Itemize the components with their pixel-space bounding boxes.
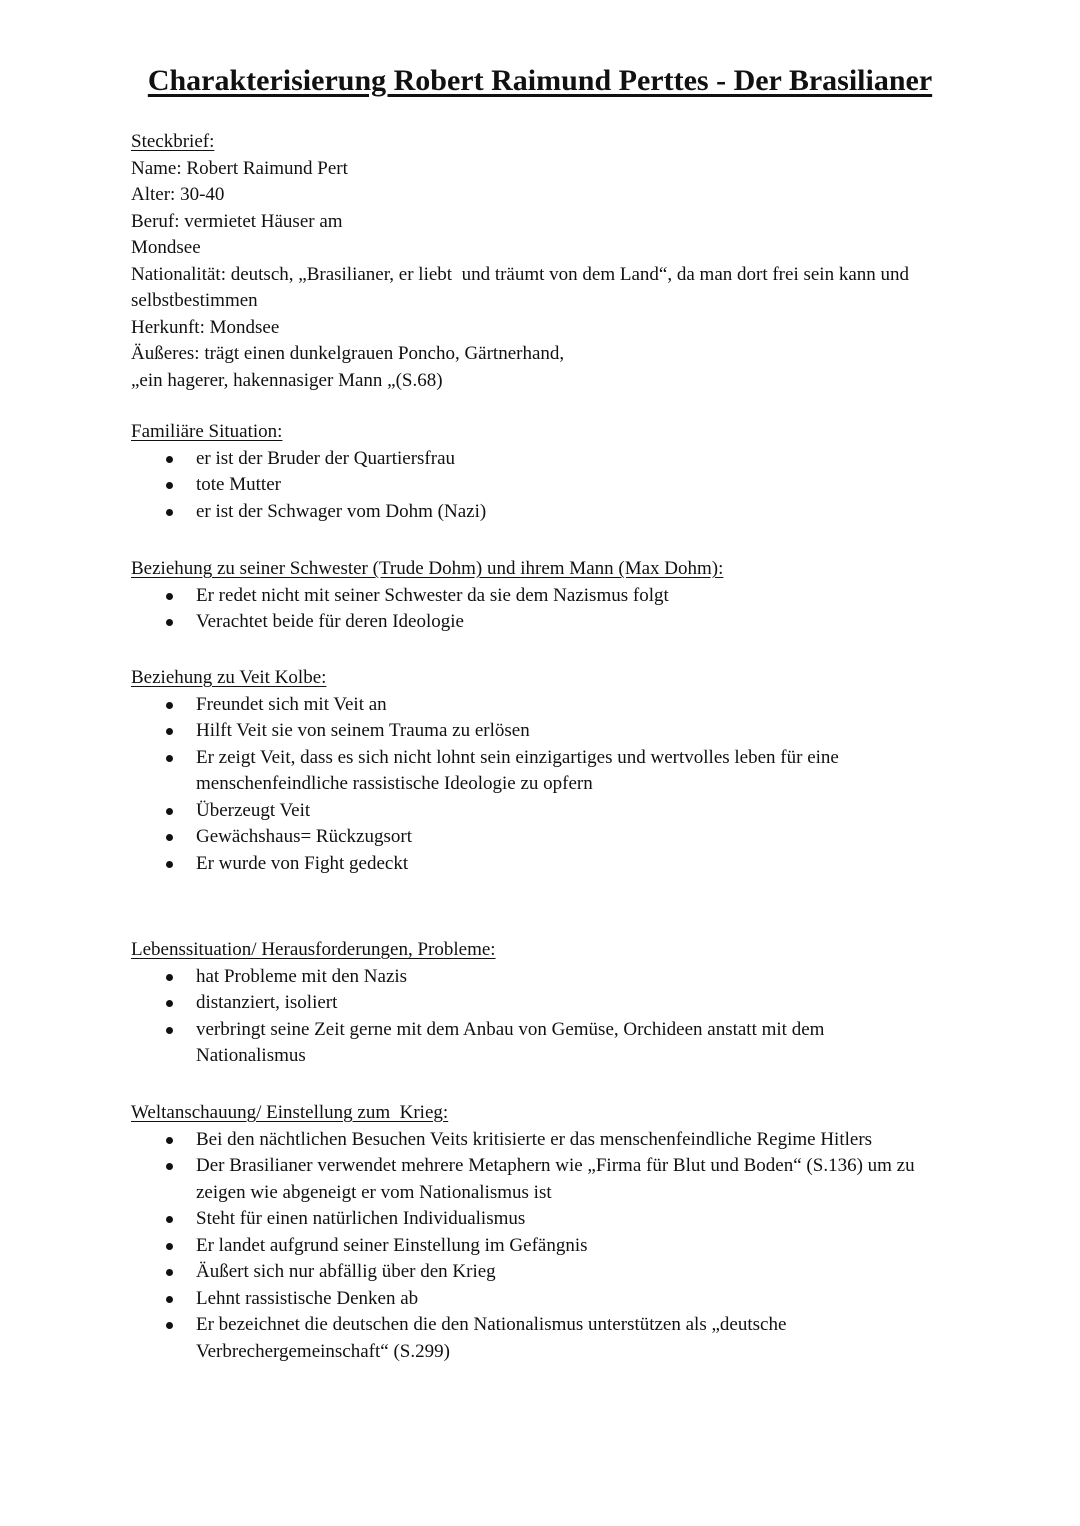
list-item: Er zeigt Veit, dass es sich nicht lohnt sein einzigartiges und wertvolles leben für eine menschenfeindliche rassistische Ideologie zu opfern — [131, 745, 961, 798]
familie-section — [131, 419, 961, 525]
steckbrief-line: Beruf: vermietet Häuser am — [131, 210, 343, 232]
bullet-list — [131, 964, 961, 1070]
section-heading: Beziehung zu seiner Schwester (Trude Dohm) und ihrem Mann (Max Dohm): — [131, 558, 724, 579]
list-item: verbringt seine Zeit gerne mit dem Anbau von Gemüse, Orchideen anstatt mit dem Nationalismus — [131, 1017, 961, 1070]
list-item: Gewächshaus= Rückzugsort — [131, 824, 961, 851]
section-heading: Lebenssituation/ Herausforderungen, Probleme: — [131, 939, 496, 960]
bullet-list — [131, 446, 961, 526]
list-item: Äußert sich nur abfällig über den Krieg — [131, 1259, 961, 1286]
steckbrief-line: Mondsee — [131, 237, 201, 258]
list-item: Steht für einen natürlichen Individualismus — [131, 1206, 961, 1233]
steckbrief-line: Name: Robert Raimund Pert — [131, 157, 348, 179]
list-item: Bei den nächtlichen Besuchen Veits kritisierte er das menschenfeindliche Regime Hitlers — [131, 1127, 961, 1154]
list-item: Er landet aufgrund seiner Einstellung im Gefängnis — [131, 1233, 961, 1260]
section-heading: Familiäre Situation: — [131, 421, 283, 442]
list-item: Hilft Veit sie von seinem Trauma zu erlösen — [131, 718, 961, 745]
steckbrief-line: Alter: 30-40 — [131, 184, 225, 205]
list-item: distanziert, isoliert — [131, 990, 961, 1017]
list-item: Er redet nicht mit seiner Schwester da sie dem Nazismus folgt — [131, 583, 961, 610]
steckbrief-line: Herkunft: Mondsee — [131, 316, 280, 338]
list-item: Überzeugt Veit — [131, 798, 961, 825]
list-item: Freundet sich mit Veit an — [131, 692, 961, 719]
steckbrief-line: Äußeres: trägt einen dunkelgrauen Poncho, Gärtnerhand, — [131, 343, 565, 364]
steckbrief-line: „ein hagerer, hakennasiger Mann „(S.68) — [131, 369, 443, 391]
schwester-section — [131, 556, 961, 636]
steckbrief-section — [131, 129, 961, 394]
steckbrief-line: selbstbestimmen — [131, 290, 258, 311]
page-title: Charakterisierung Robert Raimund Perttes - Der Brasilianer — [147, 64, 933, 97]
bullet-list — [131, 692, 961, 878]
section-heading: Weltanschauung/ Einstellung zum Krieg: — [131, 1102, 449, 1123]
bullet-list — [131, 1127, 961, 1366]
list-item: er ist der Bruder der Quartiersfrau — [131, 446, 961, 473]
list-item: er ist der Schwager vom Dohm (Nazi) — [131, 499, 961, 526]
list-item: Er bezeichnet die deutschen die den Nationalismus unterstützen als „deutsche Verbrechergemeinschaft“ (S.299) — [131, 1312, 961, 1365]
leben-section — [131, 937, 961, 1070]
list-item: Verachtet beide für deren Ideologie — [131, 609, 961, 636]
list-item: hat Probleme mit den Nazis — [131, 964, 961, 991]
bullet-list — [131, 583, 961, 636]
list-item: tote Mutter — [131, 472, 961, 499]
section-heading: Steckbrief: — [131, 131, 215, 152]
list-item: Der Brasilianer verwendet mehrere Metaphern wie „Firma für Blut und Boden“ (S.136) um zu zeigen wie abgeneigt er vom Nationalismus ist — [131, 1153, 961, 1206]
veit-section — [131, 665, 961, 877]
list-item: Lehnt rassistische Denken ab — [131, 1286, 961, 1313]
list-item: Er wurde von Fight gedeckt — [131, 851, 961, 878]
weltanschauung-section — [131, 1100, 961, 1365]
section-heading: Beziehung zu Veit Kolbe: — [131, 667, 327, 688]
steckbrief-line: Nationalität: deutsch, „Brasilianer, er liebt und träumt von dem Land“, da man dort frei sein kann und — [131, 263, 910, 285]
